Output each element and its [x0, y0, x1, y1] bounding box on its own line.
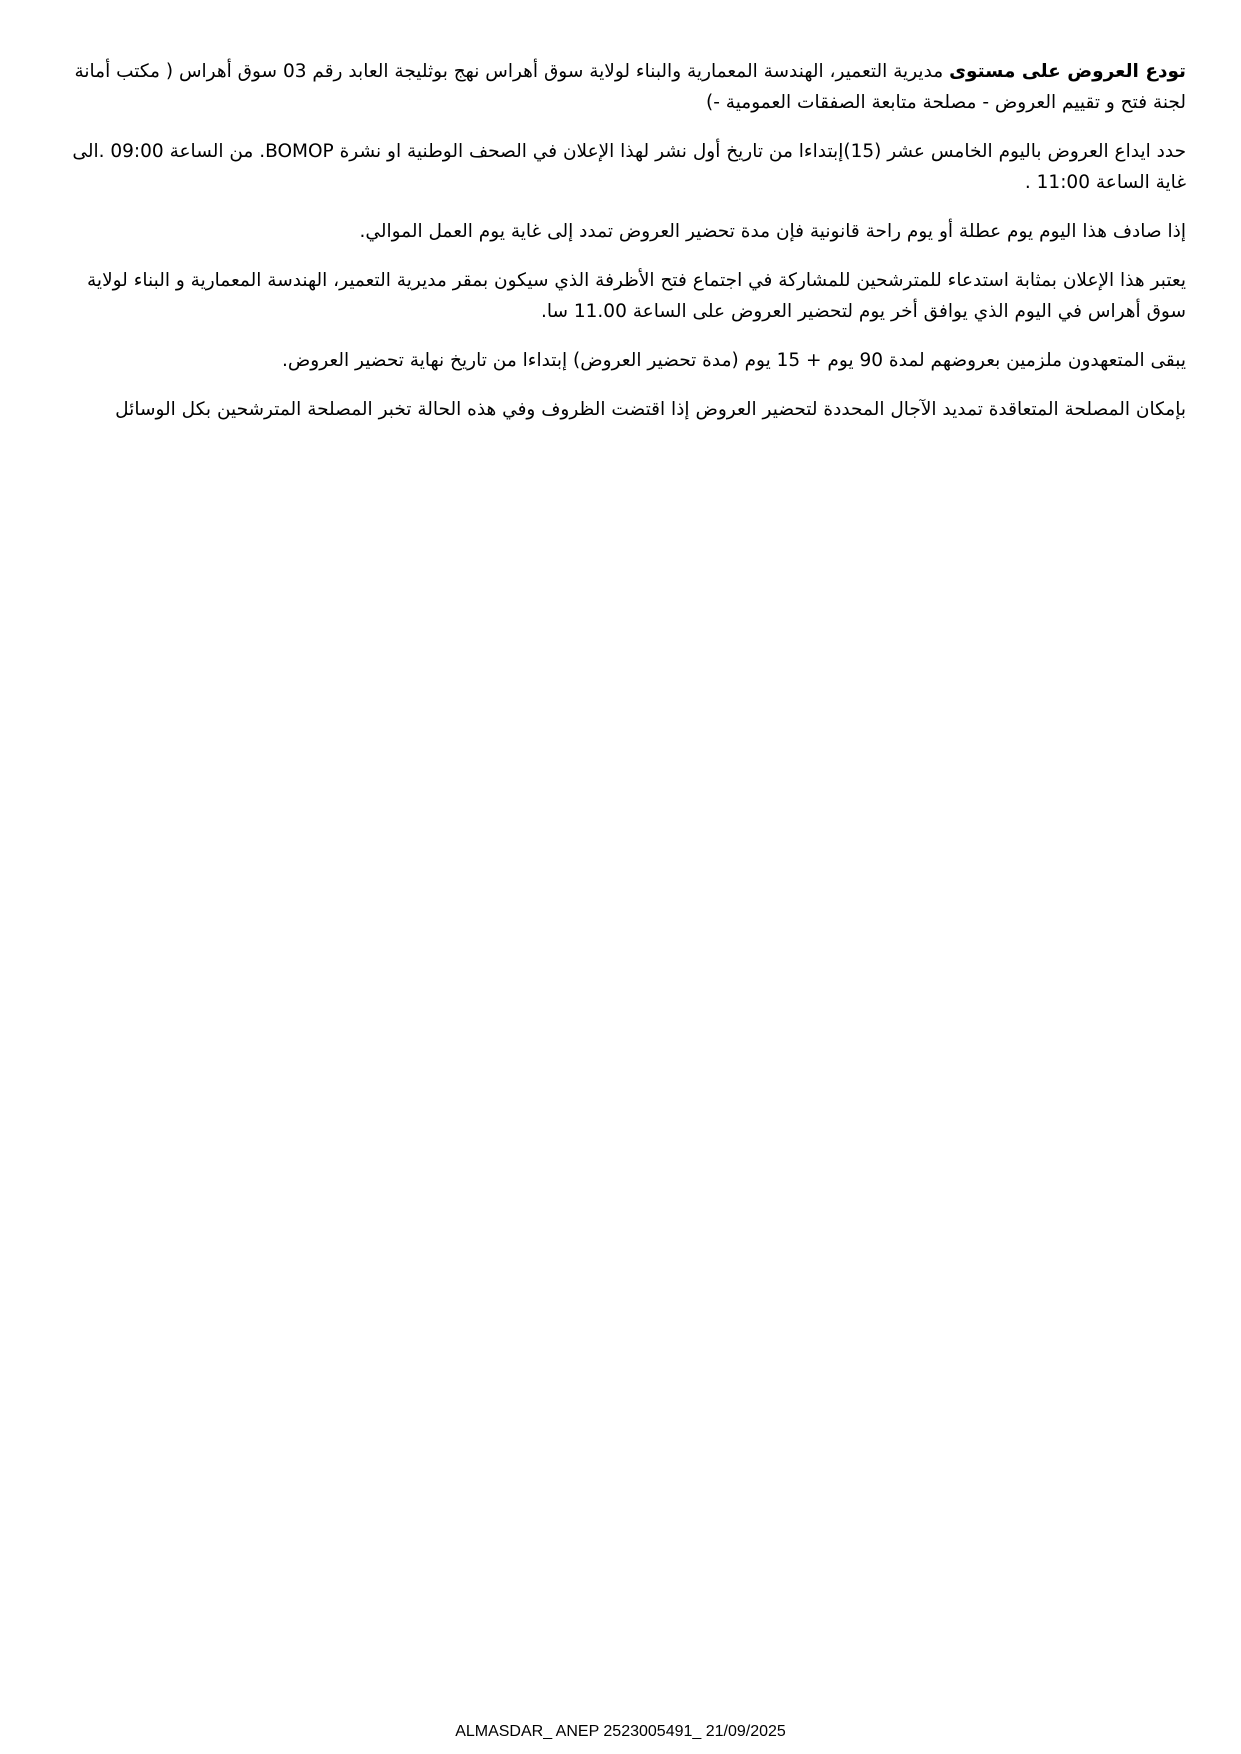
- paragraph-deadline-extension: بإمكان المصلحة المتعاقدة تمديد الآجال المحددة لتحضير العروض إذا اقتضت الظروف وفي هذه الحالة تخبر المصلحة المترشحين بكل الوسائل: [115, 399, 1186, 420]
- paragraph-text: مديرية التعمير، الهندسة المعمارية والبناء لولاية سوق أهراس نهج بوثليجة العابد رقم 03 سوق أهراس ( مكتب أمانة لجنة فتح و تقييم العروض - مصلحة متابعة الصفقات العمومية -): [74, 61, 1186, 113]
- document-body: [60, 56, 1186, 443]
- footer-reference: ALMASDAR_ ANEP 2523005491_ 21/09/2025: [455, 1723, 786, 1740]
- paragraph-lead-bold: تودع العروض على مستوى: [949, 61, 1186, 82]
- paragraph-opening-invitation: يعتبر هذا الإعلان بمثابة استدعاء للمترشحين للمشاركة في اجتماع فتح الأظرفة الذي سيكون بمقر مديرية التعمير، الهندسة المعمارية و البناء لولاية سوق أهراس في اليوم الذي يوافق أخر يوم لتحضير العروض على الساعة 11.00 سا.: [87, 270, 1186, 322]
- paragraph-offer-validity: يبقى المتعهدون ملزمين بعروضهم لمدة 90 يوم + 15 يوم (مدة تحضير العروض) إبتداءا من تاريخ نهاية تحضير العروض.: [282, 350, 1186, 371]
- paragraph-deposit-location: [60, 56, 1186, 118]
- paragraph-holiday-extension: إذا صادف هذا اليوم يوم عطلة أو يوم راحة قانونية فإن مدة تحضير العروض تمدد إلى غاية يوم العمل الموالي.: [359, 221, 1186, 242]
- paragraph-deposit-deadline: حدد ايداع العروض باليوم الخامس عشر (15)إبتداءا من تاريخ أول نشر لهذا الإعلان في الصحف الوطنية او نشرة BOMOP. من الساعة 09:00 .الى غاية الساعة 11:00 .: [72, 141, 1186, 193]
